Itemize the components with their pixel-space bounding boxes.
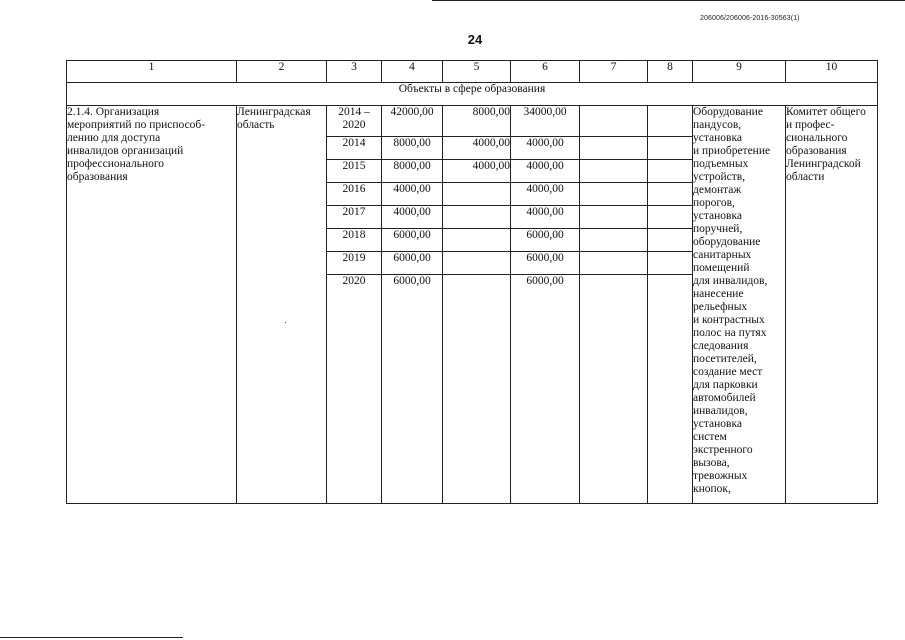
column-header: 3	[327, 61, 382, 83]
amount-cell-c8	[648, 252, 693, 275]
text-line: 2015	[342, 160, 366, 172]
text-line: Ленинградская	[237, 106, 311, 118]
text-line: мероприятий по приспособ-	[67, 119, 206, 131]
amount-cell-c7	[580, 137, 648, 160]
amount-cell-c6: 6000,00	[511, 275, 580, 504]
document-code: 206006/206006-2016-30563(1)	[700, 15, 800, 22]
text-line: и контрастных	[693, 314, 765, 326]
amount-cell-c6: 4000,00	[511, 183, 580, 206]
amount-cell-c7	[580, 106, 648, 137]
text-line: полос на путях	[693, 327, 767, 339]
column-header: 5	[443, 61, 511, 83]
text-line: профессионального	[67, 158, 165, 170]
text-line: для инвалидов,	[693, 275, 768, 287]
text-line: автомобилей	[693, 392, 756, 404]
amount-cell-c5: 8000,00	[443, 106, 511, 137]
text-line: 2020	[342, 119, 366, 131]
amount-cell-c6: 6000,00	[511, 229, 580, 252]
amount-cell-c6: 34000,00	[511, 106, 580, 137]
text-line: демонтаж	[693, 184, 742, 196]
text-line: пандусов,	[693, 119, 742, 131]
text-line: область	[237, 119, 275, 131]
text-line: помещений	[693, 262, 750, 274]
column-number-row	[67, 61, 878, 83]
amount-cell-c4: 8000,00	[382, 137, 443, 160]
text-line: следования	[693, 340, 749, 352]
text-line: лению для доступа	[67, 132, 161, 144]
amount-cell-c7	[580, 252, 648, 275]
column-header: 10	[786, 61, 878, 83]
text-line: 2019	[342, 252, 366, 264]
measure-description	[693, 106, 786, 504]
amount-cell-c5	[443, 183, 511, 206]
amount-cell-c5	[443, 252, 511, 275]
text-line: устройств,	[693, 171, 746, 183]
text-line: области	[786, 171, 825, 183]
text-line: санитарных	[693, 249, 752, 261]
year-cell	[327, 252, 382, 275]
scan-speck	[285, 322, 286, 323]
amount-cell-c8	[648, 160, 693, 183]
text-line: установка	[693, 210, 742, 222]
text-line: Ленинградской	[786, 158, 861, 170]
text-line: и профес-	[786, 119, 835, 131]
amount-cell-c7	[580, 275, 648, 504]
amount-cell-c5	[443, 275, 511, 504]
text-line: для парковки	[693, 379, 758, 391]
amount-cell-c5	[443, 206, 511, 229]
text-line: вызова,	[693, 457, 730, 469]
text-line: подъемных	[693, 158, 749, 170]
amount-cell-c7	[580, 229, 648, 252]
section-title: Объекты в сфере образования	[67, 83, 878, 106]
year-cell	[327, 137, 382, 160]
text-line: 2016	[342, 183, 366, 195]
table-row	[67, 106, 878, 137]
column-header: 7	[580, 61, 648, 83]
text-line: порогов,	[693, 197, 735, 209]
text-line: и приобретение	[693, 145, 771, 157]
year-cell	[327, 106, 382, 137]
amount-cell-c7	[580, 206, 648, 229]
text-line: инвалидов,	[693, 405, 748, 417]
amount-cell-c4: 6000,00	[382, 229, 443, 252]
text-line: образования	[786, 145, 847, 157]
amount-cell-c4: 8000,00	[382, 160, 443, 183]
amount-cell-c8	[648, 229, 693, 252]
text-line: систем	[693, 431, 727, 443]
text-line: образования	[67, 171, 128, 183]
text-line: установка	[693, 132, 742, 144]
bottom-edge-line	[0, 637, 183, 638]
amount-cell-c8	[648, 137, 693, 160]
measure-name	[67, 106, 237, 504]
column-header: 9	[693, 61, 786, 83]
text-line: нанесение	[693, 288, 744, 300]
text-line: экстренного	[693, 444, 753, 456]
text-line: Комитет общего	[786, 106, 866, 118]
amount-cell-c7	[580, 183, 648, 206]
amount-cell-c4: 42000,00	[382, 106, 443, 137]
text-line: 2.1.4. Организация	[67, 106, 160, 118]
amount-cell-c7	[580, 160, 648, 183]
amount-cell-c6: 4000,00	[511, 206, 580, 229]
column-header: 2	[237, 61, 327, 83]
year-cell	[327, 160, 382, 183]
column-header: 4	[382, 61, 443, 83]
amount-cell-c4: 6000,00	[382, 275, 443, 504]
program-table	[66, 60, 878, 504]
text-line: 2017	[342, 206, 366, 218]
text-line: посетителей,	[693, 353, 757, 365]
text-line: инвалидов организаций	[67, 145, 184, 157]
column-header: 1	[67, 61, 237, 83]
amount-cell-c6: 4000,00	[511, 160, 580, 183]
section-row	[67, 83, 878, 106]
year-cell	[327, 229, 382, 252]
amount-cell-c8	[648, 275, 693, 504]
top-edge-line	[432, 0, 905, 1]
text-line: тревожных	[693, 470, 748, 482]
amount-cell-c8	[648, 206, 693, 229]
amount-cell-c5: 4000,00	[443, 160, 511, 183]
text-line: создание мест	[693, 366, 763, 378]
page-number: 24	[467, 32, 483, 47]
amount-cell-c4: 4000,00	[382, 206, 443, 229]
amount-cell-c4: 4000,00	[382, 183, 443, 206]
text-line: рельефных	[693, 301, 748, 313]
year-cell	[327, 183, 382, 206]
text-line: сионального	[786, 132, 848, 144]
text-line: 2014	[342, 137, 366, 149]
text-line: 2018	[342, 229, 366, 241]
amount-cell-c8	[648, 106, 693, 137]
amount-cell-c6: 6000,00	[511, 252, 580, 275]
region-cell	[237, 106, 327, 504]
amount-cell-c5	[443, 229, 511, 252]
year-cell	[327, 275, 382, 504]
text-line: поручней,	[693, 223, 743, 235]
executor-cell	[786, 106, 878, 504]
text-line: Оборудование	[693, 106, 763, 118]
amount-cell-c4: 6000,00	[382, 252, 443, 275]
amount-cell-c8	[648, 183, 693, 206]
text-line: оборудование	[693, 236, 761, 248]
amount-cell-c6: 4000,00	[511, 137, 580, 160]
amount-cell-c5: 4000,00	[443, 137, 511, 160]
column-header: 6	[511, 61, 580, 83]
text-line: кнопок,	[693, 483, 731, 495]
text-line: 2020	[342, 275, 366, 287]
year-cell	[327, 206, 382, 229]
text-line: установка	[693, 418, 742, 430]
column-header: 8	[648, 61, 693, 83]
text-line: 2014 –	[338, 106, 370, 118]
